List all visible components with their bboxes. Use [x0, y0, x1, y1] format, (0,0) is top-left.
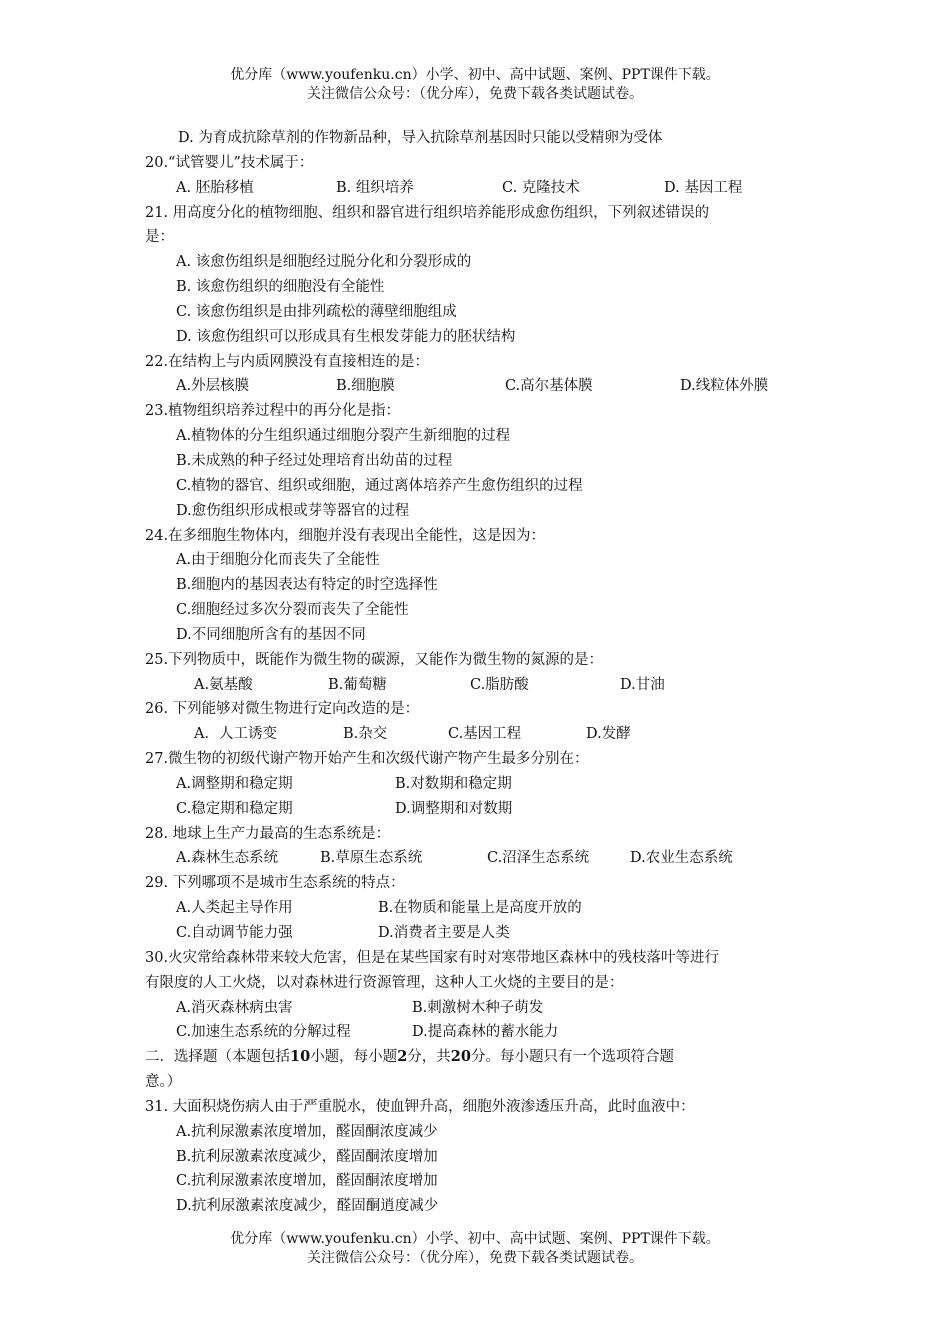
q21-stem-line-2: 是：: [145, 229, 174, 246]
q31-option-b: B.抗利尿激素浓度减少，醛固酮浓度增加: [176, 1148, 438, 1165]
q30-stem-line-1: 30.火灾常给森林带来较大危害，但是在某些国家有时对寒带地区森林中的残枝落叶等进行: [145, 949, 720, 966]
q30-options-row-1: [0, 996, 950, 1021]
section-2-heading-mid-2: 分，共: [407, 1049, 451, 1066]
q27-option-b: B.对数期和稳定期: [395, 775, 512, 792]
q23-option-a: A.植物体的分生组织通过细胞分裂产生新细胞的过程: [176, 428, 511, 445]
q20-option-b: B. 组织培养: [336, 179, 414, 196]
header-line-2: 关注微信公众号：（优分库），免费下载各类试题试卷。: [307, 86, 643, 102]
q26-options: [0, 722, 950, 747]
q19-option-d: D. 为育成抗除草剂的作物新品种，导入抗除草剂基因时只能以受精卵为受体: [178, 130, 663, 146]
q26-stem: 26. 下列能够对微生物进行定向改造的是：: [145, 701, 420, 718]
page-header: [0, 66, 950, 104]
q22-option-b: B.细胞膜: [336, 378, 395, 395]
q22-options: [0, 374, 950, 399]
q21-option-d: D. 该愈伤组织可以形成具有生根发芽能力的胚状结构: [176, 328, 516, 345]
q22-option-d: D.线粒体外膜: [680, 378, 769, 395]
q24-option-d: D.不同细胞所含有的基因不同: [176, 626, 366, 643]
q20-option-a: A. 胚胎移植: [176, 179, 254, 196]
q30-options-row-2: [0, 1020, 950, 1045]
q30-stem-line-2: 有限度的人工火烧，以对森林进行资源管理，这种人工火烧的主要目的是：: [145, 974, 624, 991]
q25-options: [0, 673, 950, 698]
q21-stem-line-1: 21. 用高度分化的植物细胞、组织和器官进行组织培养能形成愈伤组织，下列叙述错误的: [145, 204, 710, 221]
q24-option-c: C.细胞经过多次分裂而丧失了全能性: [176, 602, 409, 619]
q26-option-a: A．人工诱变: [194, 726, 277, 743]
q24-option-a: A.由于细胞分化而丧失了全能性: [176, 552, 380, 569]
q29-option-d: D.消费者主要是人类: [378, 925, 510, 941]
q23-option-c: C.植物的器官、组织或细胞，通过离体培养产生愈伤组织的过程: [176, 477, 583, 494]
q27-options-row-2: [0, 797, 950, 822]
q29-option-c: C.自动调节能力强: [176, 925, 293, 941]
q31-option-a: A.抗利尿激素浓度增加，醛固酮浓度减少: [176, 1123, 438, 1140]
footer-line-1: 优分库（www.youfenku.cn）小学、初中、高中试题、案例、PPT课件下载。: [230, 1231, 720, 1247]
q29-stem: 29. 下列哪项不是城市生态系统的特点：: [145, 875, 405, 892]
q28-option-d: D.农业生态系统: [630, 850, 733, 867]
header-line-1: 优分库（www.youfenku.cn）小学、初中、高中试题、案例、PPT课件下载。: [230, 67, 720, 83]
section-2-question-count: 10: [290, 1048, 311, 1066]
q20-stem: 20.“试管婴儿”技术属于：: [145, 154, 314, 171]
q23-stem: 23.植物组织培养过程中的再分化是指：: [145, 403, 401, 420]
q29-options-row-1: [0, 896, 950, 921]
section-2-heading-mid-1: 小题，每小题: [310, 1049, 398, 1066]
q27-option-a: A.调整期和稳定期: [176, 775, 293, 792]
q31-option-c: C.抗利尿激素浓度增加，醛固酮浓度增加: [176, 1173, 438, 1190]
section-2-heading-pre: 二．选择题（本题包括: [145, 1049, 290, 1066]
q25-option-b: B.葡萄糖: [328, 676, 387, 693]
q27-options-row-1: [0, 772, 950, 797]
q30-option-b: B.刺激树木种子萌发: [412, 999, 544, 1016]
page-footer: [0, 1230, 950, 1268]
q28-option-a: A.森林生态系统: [176, 850, 279, 867]
section-2-points-total: 20: [450, 1048, 471, 1066]
section-2-points-each: 2: [397, 1048, 408, 1066]
q26-option-c: C.基因工程: [448, 726, 522, 743]
q30-option-d: D.提高森林的蓄水能力: [412, 1024, 559, 1041]
q28-option-b: B.草原生态系统: [320, 850, 423, 867]
section-2-heading-line-2: 意。）: [145, 1074, 182, 1091]
q26-option-b: B.杂交: [343, 726, 388, 743]
q22-stem: 22.在结构上与内质网膜没有直接相连的是：: [145, 353, 430, 370]
q29-options-row-2: [0, 921, 950, 946]
q20-option-d: D. 基因工程: [664, 179, 743, 196]
q28-stem: 28. 地球上生产力最高的生态系统是：: [145, 825, 391, 842]
q22-option-c: C.高尔基体膜: [505, 378, 593, 395]
q21-option-a: A. 该愈伤组织是细胞经过脱分化和分裂形成的: [176, 254, 472, 271]
q25-option-a: A.氨基酸: [194, 676, 253, 693]
q27-option-c: C.稳定期和稳定期: [176, 800, 293, 817]
exam-content: [0, 126, 950, 1219]
q30-option-c: C.加速生态系统的分解过程: [176, 1024, 351, 1041]
q24-option-b: B.细胞内的基因表达有特定的时空选择性: [176, 577, 438, 594]
q23-option-d: D.愈伤组织形成根或芽等器官的过程: [176, 502, 410, 519]
q31-option-d: D.抗利尿激素浓度减少，醛固酮逍度减少: [176, 1198, 439, 1215]
q26-option-d: D.发酵: [586, 726, 631, 743]
q27-stem: 27.微生物的初级代谢产物开始产生和次级代谢产物产生最多分别在：: [145, 751, 589, 768]
q30-option-a: A.消灭森林病虫害: [176, 999, 293, 1016]
q21-option-c: C. 该愈伤组织是由排列疏松的薄壁细胞组成: [176, 303, 457, 320]
q20-option-c: C. 克隆技术: [502, 179, 580, 196]
q25-stem: 25.下列物质中，既能作为微生物的碳源，又能作为微生物的氮源的是：: [145, 651, 604, 668]
q25-option-d: D.甘油: [620, 676, 665, 693]
q28-option-c: C.沼泽生态系统: [487, 850, 590, 867]
q31-stem: 31. 大面积烧伤病人由于严重脱水，使血钾升高，细胞外液渗透压升高，此时血液中：: [145, 1098, 695, 1115]
q27-option-d: D.调整期和对数期: [395, 800, 513, 817]
q25-option-c: C.脂肪酸: [470, 676, 529, 693]
q24-stem: 24.在多细胞生物体内，细胞并没有表现出全能性，这是因为：: [145, 527, 546, 544]
q22-option-a: A.外层核膜: [176, 378, 250, 395]
q23-option-b: B.未成熟的种子经过处理培育出幼苗的过程: [176, 452, 453, 469]
q29-option-a: A.人类起主导作用: [176, 900, 293, 917]
q28-options: [0, 846, 950, 871]
section-2-heading: [0, 1045, 950, 1070]
q29-option-b: B.在物质和能量上是高度开放的: [378, 900, 582, 917]
q21-option-b: B. 该愈伤组织的细胞没有全能性: [176, 279, 385, 296]
footer-line-2: 关注微信公众号：（优分库），免费下载各类试题试卷。: [307, 1250, 643, 1266]
q20-options: [0, 176, 950, 201]
section-2-heading-post: 分。每小题只有一个选项符合题: [470, 1049, 674, 1066]
